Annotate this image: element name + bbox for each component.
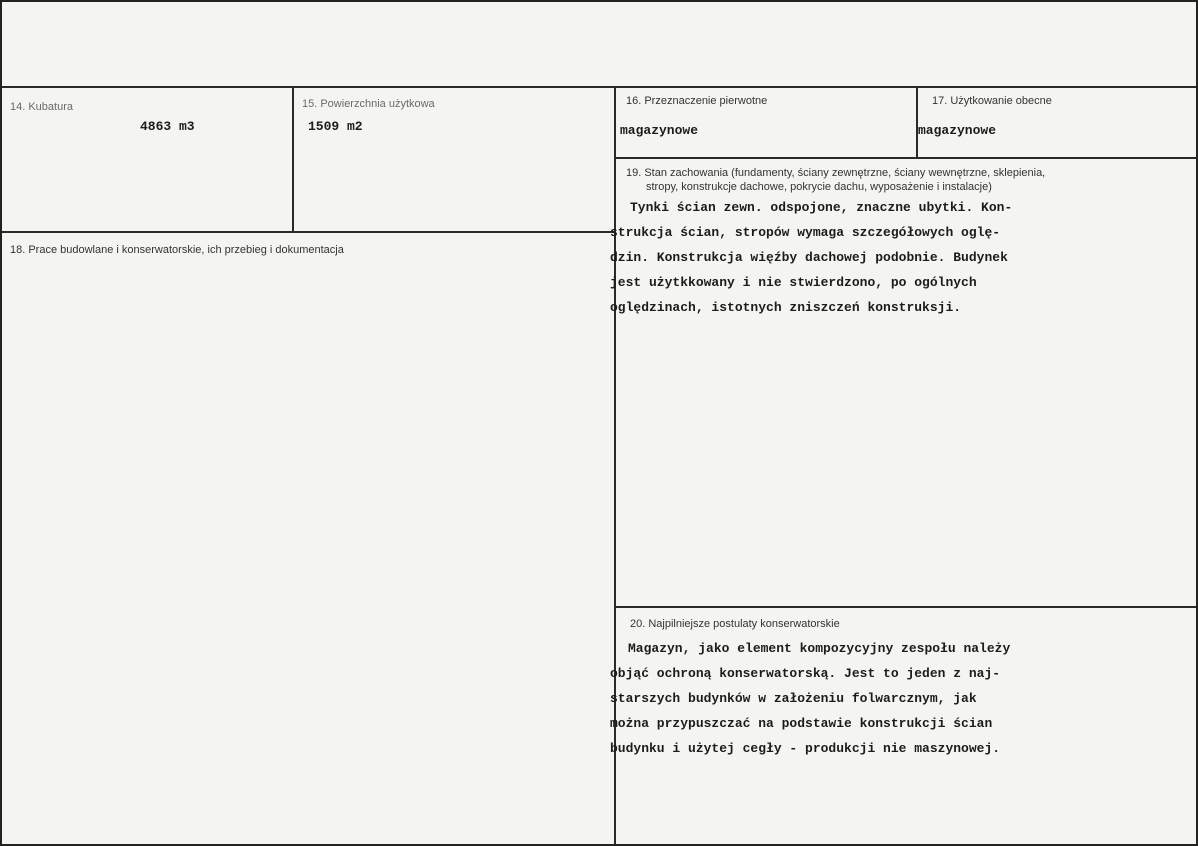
field-20-text-line: budynku i użytej cegły - produkcji nie maszynowej.	[610, 741, 1001, 756]
field-17-label: 17. Użytkowanie obecne	[932, 95, 1052, 107]
field-14-label: 14. Kubatura	[10, 101, 73, 113]
field-20-text-line: starszych budynków w założeniu folwarcznym, jak	[610, 691, 977, 706]
field-19-label-line: 19. Stan zachowania (fundamenty, ściany zewnętrzne, ściany wewnętrzne, sklepienia,	[626, 167, 1046, 179]
field-19-text-line: oględzinach, istotnych zniszczeń konstruksji.	[610, 300, 962, 315]
field-19-text-line: dzin. Konstrukcja więźby dachowej podobnie. Budynek	[610, 250, 1008, 265]
rule-below-14-15	[2, 231, 614, 233]
field-18-label: 18. Prace budowlane i konserwatorskie, ich przebieg i dokumentacja	[10, 244, 344, 256]
field-20-text	[610, 636, 1010, 761]
field-19-label-line: stropy, konstrukcje dachowe, pokrycie dachu, wyposażenie i instalacje)	[646, 181, 992, 193]
field-15-label: 15. Powierzchnia użytkowa	[302, 98, 435, 110]
field-15-value: 1509 m2	[308, 119, 363, 134]
field-20-text-line: Magazyn, jako element kompozycyjny zespołu należy	[628, 641, 1011, 656]
rule-below-16-17	[614, 157, 1196, 159]
field-19-text-line: Tynki ścian zewn. odspojone, znaczne ubytki. Kon-	[630, 200, 1013, 215]
field-14-value: 4863 m3	[140, 119, 195, 134]
field-19-label	[626, 166, 1045, 194]
field-16-value: magazynowe	[620, 123, 699, 138]
field-20-label: 20. Najpilniejsze postulaty konserwatorskie	[630, 618, 840, 630]
top-rule	[2, 86, 1196, 88]
field-20-text-line: objąć ochroną konserwatorską. Jest to jeden z naj-	[610, 666, 1001, 681]
rule-above-20	[616, 606, 1196, 608]
divider-14-15	[292, 88, 294, 232]
field-19-text	[610, 195, 1012, 320]
field-20-text-line: można przypuszczać na podstawie konstrukcji ścian	[610, 716, 993, 731]
field-16-label: 16. Przeznaczenie pierwotne	[626, 95, 768, 107]
field-19-text-line: jest użytkkowany i nie stwierdzono, po ogólnych	[610, 275, 977, 290]
field-17-value: magazynowe	[918, 123, 997, 138]
field-19-text-line: strukcja ścian, stropów wymaga szczegółowych oglę-	[610, 225, 1001, 240]
